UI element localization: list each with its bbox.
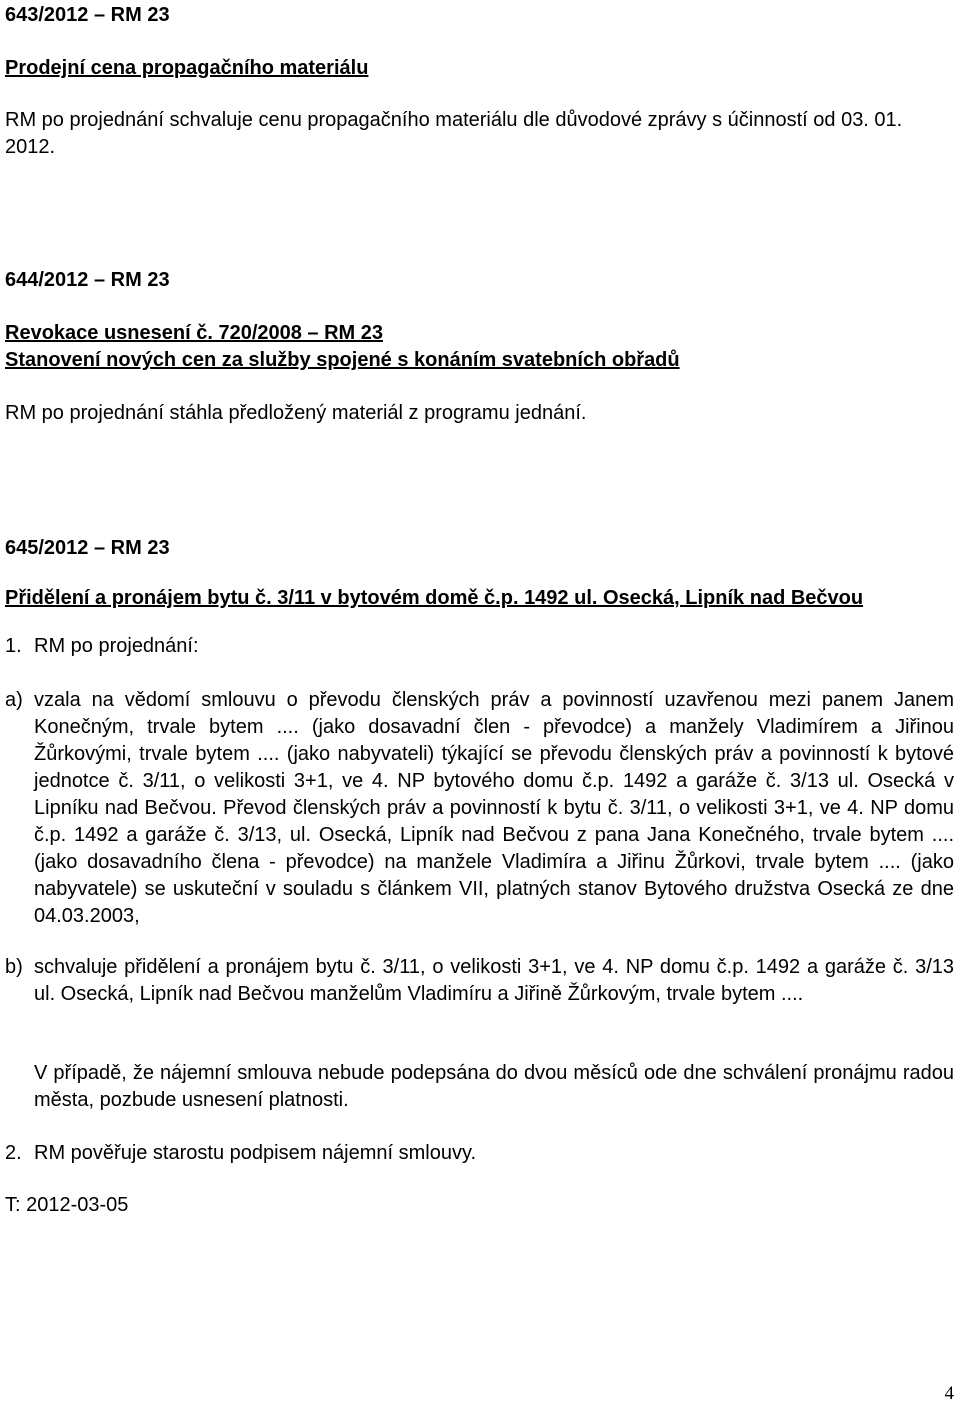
resolution-title-644-line1: Revokace usnesení č. 720/2008 – RM 23 [5, 322, 384, 344]
deadline: T: 2012-03-05 [5, 1194, 129, 1216]
resolution-title-645: Přidělení a pronájem bytu č. 3/11 v bytovém domě č.p. 1492 ul. Osecká, Lipník nad Bečvou [5, 587, 864, 609]
sub-item-b [5, 954, 954, 1008]
resolution-title-644-line2: Stanovení nových cen za služby spojené s konáním svatebních obřadů [5, 349, 680, 371]
sub-item-a [5, 687, 954, 930]
sub-item-a-text: vzala na vědomí smlouvu o převodu členských práv a povinností uzavřenou mezi panem Janem Konečným, trvale bytem .... (jako dosavadní člen - převodce) a manžely Vladimírem a Jiřinou Žůrkovými, trvale bytem .... (jako nabyvateli) týkající se převodu členských práv a povinností k bytové jednotce č. 3/11, o velikosti 3+1, ve 4. NP bytového domu č.p. 1492 a garáže č. 3/13 ul. Osecká v Lipníku nad Bečvou. Převod členských práv a povinností k bytu č. 3/11, o velikosti 3+1, ve 4. NP domu č.p. 1492 a garáže č. 3/13, ul. Osecká, Lipník nad Bečvou z pana Jana Konečného, trvale bytem .... (jako dosavadního člena - převodce) na manžele Vladimíra a Jiřinu Žůrkovi, trvale bytem .... (jako nabyvatele) se uskuteční v souladu s článkem VII, platných stanov Bytového družstva Osecká ze dne 04.03.2003, [34, 689, 954, 927]
point-2-label: 2. [5, 1142, 22, 1164]
resolution-text-644: RM po projednání stáhla předložený materiál z programu jednání. [5, 402, 587, 424]
resolution-title-643: Prodejní cena propagačního materiálu [5, 57, 369, 79]
point-1-label: 1. [5, 635, 22, 657]
resolution-number-643: 643/2012 – RM 23 [5, 4, 170, 26]
point-1-text: RM po projednání: [34, 635, 199, 657]
point-1 [5, 633, 945, 660]
point-2 [5, 1140, 945, 1167]
resolution-number-644: 644/2012 – RM 23 [5, 269, 170, 291]
condition-text: V případě, že nájemní smlouva nebude podepsána do dvou měsíců ode dne schválení pronájmu radou města, pozbude usnesení platnosti. [34, 1062, 954, 1111]
sub-item-b-label: b) [5, 956, 23, 978]
sub-item-b-text: schvaluje přidělení a pronájem bytu č. 3/11, o velikosti 3+1, ve 4. NP domu č.p. 1492 a garáže č. 3/13 ul. Osecká, Lipník nad Bečvou manželům Vladimíru a Jiřině Žůrkovým, trvale bytem .... [34, 956, 954, 1005]
resolution-text-643: RM po projednání schvaluje cenu propagačního materiálu dle důvodové zprávy s účinností od 03. 01. 2012. [5, 109, 903, 158]
condition-paragraph [34, 1060, 954, 1114]
sub-item-a-label: a) [5, 689, 23, 711]
page-number: 4 [944, 1383, 954, 1404]
point-2-text: RM pověřuje starostu podpisem nájemní smlouvy. [34, 1142, 477, 1164]
resolution-number-645: 645/2012 – RM 23 [5, 537, 170, 559]
